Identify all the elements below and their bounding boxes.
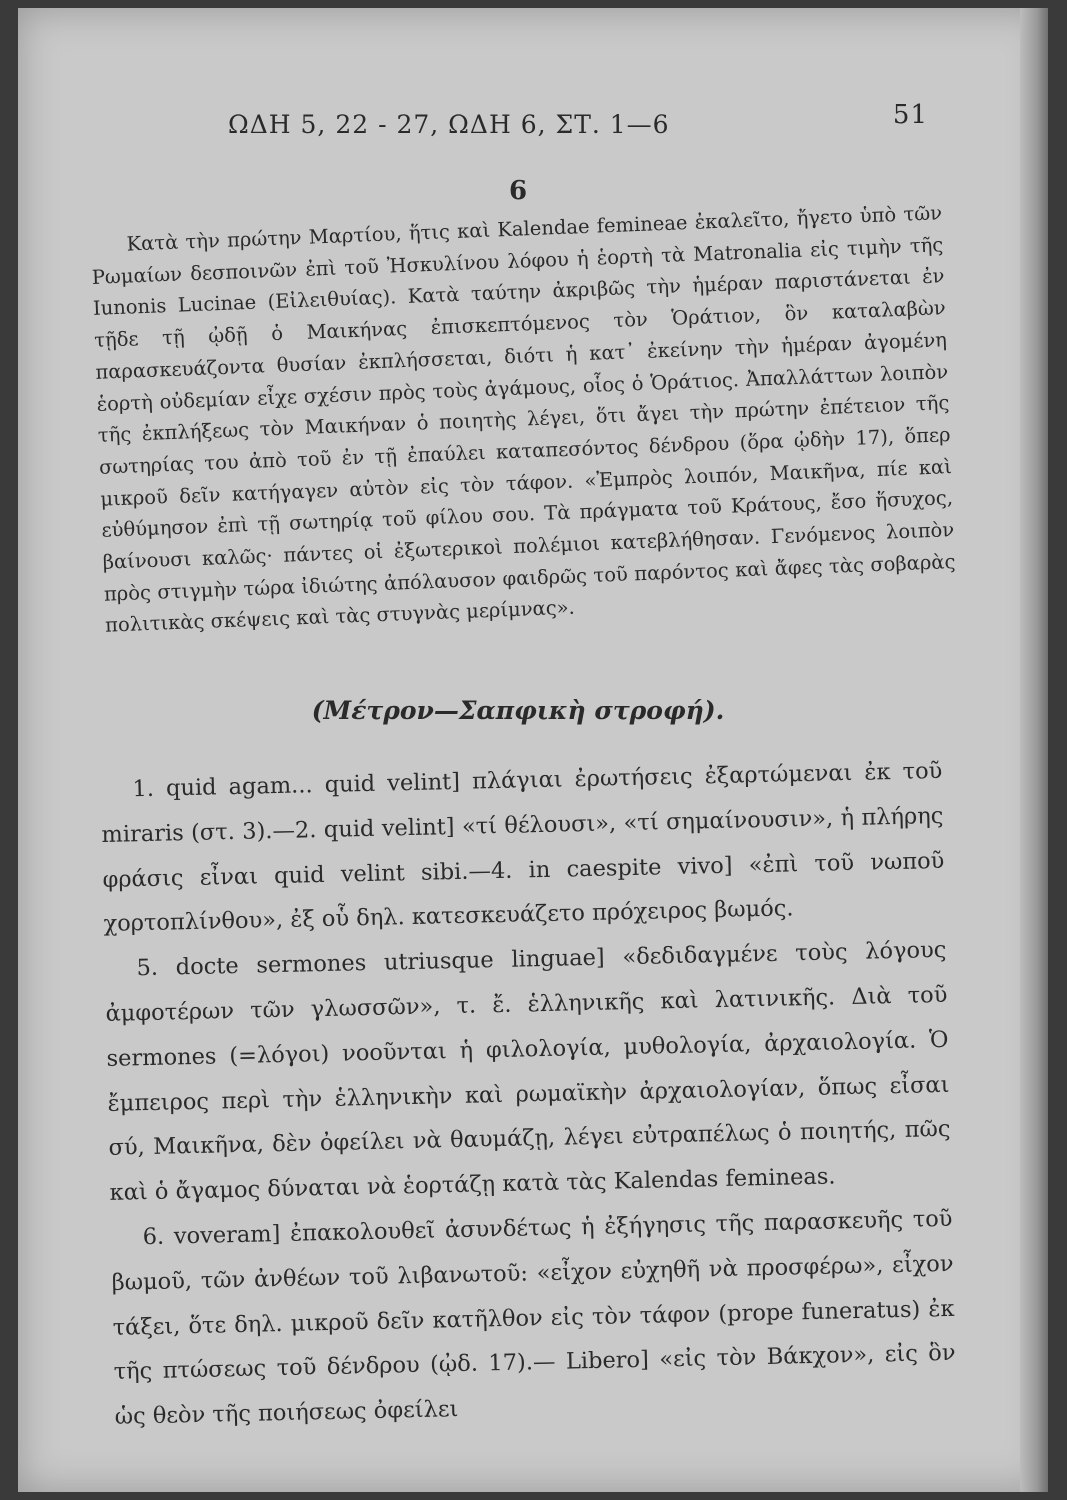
note-6: 6. voveram] ἐπακολουθεῖ ἀσυνδέτως ἡ ἐξήγησις τῆς παρασκευῆς τοῦ βωμοῦ, τῶν ἀνθέων τοῦ λιβανωτοῦ: «εἶχον εὐχηθῆ νὰ προσφέρω», εἶχον τάξει, ὅτε δηλ. μικροῦ δεῖν κατῆλθον εἰς τὸν τάφον (prope funeratus) ἐκ τῆς πτώσεως τοῦ δένδρου (ᾠδ. 17).— Libero] «εἰς τὸν Βάκχον», εἰς ὃν ὡς θεὸν τῆς ποιήσεως ὀφείλει	[111, 1205, 956, 1430]
note-1-4: 1. quid agam... quid velint] πλάγιαι ἐρωτήσεις ἐξαρτώμεναι ἐκ τοῦ miraris (στ. 3).—2. quid velint] «τί θέλουσι», «τί σημαίνουσιν», ἡ πλήρης φράσις εἶναι quid velint sibi.—4. in caespite vivo] «ἐπὶ τοῦ νωποῦ χορτοπλίνθου», ἐξ οὗ δηλ. κατεσκευάζετο πρόχειρος βωμός.	[101, 757, 945, 938]
page-edge	[1020, 8, 1048, 1492]
book-page	[18, 8, 1048, 1492]
intro-paragraph	[90, 197, 957, 642]
page-header	[228, 100, 928, 140]
intro-text: Κατὰ τὴν πρώτην Μαρτίου, ἥτις καὶ Kalendae femineae ἐκαλεῖτο, ἤγετο ὑπὸ τῶν Ρωμαίων δεσποινῶν ἐπὶ τοῦ Ἠσκυλίνου λόφου ἡ ἑορτὴ τὰ Matronalia εἰς τιμὴν τῆς Iunonis Lucinae (Εἰλειθυίας). Κατὰ ταύτην ἀκριβῶς τὴν ἡμέραν παριστάνεται ἐν τῇδε τῇ ᾠδῇ ὁ Μαικήνας ἐπισκεπτόμενος τὸν Ὁράτιον, ὃν καταλαβὼν παρασκευάζοντα θυσίαν ἐκπλήσσεται, διότι ἡ κατ᾽ ἐκείνην τὴν ἡμέραν ἀγομένη ἑορτὴ οὐδεμίαν εἶχε σχέσιν πρὸς τοὺς ἀγάμους, οἷος ὁ Ὁράτιος. Ἀπαλλάττων λοιπὸν τῆς ἐκπλήξεως τὸν Μαικήναν ὁ ποιητὴς λέγει, ὅτι ἄγει τὴν πρώτην ἐπέτειον τῆς σωτηρίας του ἀπὸ τοῦ ἐν τῇ ἐπαύλει καταπεσόντος δένδρου (ὅρα ᾠδὴν 17), ὅπερ μικροῦ δεῖν κατήγαγεν αὐτὸν εἰς τὸν τάφον. «Ἐμπρὸς λοιπόν, Μαικῆνα, πίε καὶ εὐθύμησον ἐπὶ τῇ σωτηρίᾳ τοῦ φίλου σου. Τὰ πράγματα τοῦ Κράτους, ἔσο ἥσυχος, βαίνουσι καλῶς· πάντες οἱ ἐξωτερικοὶ πολέμιοι κατεβλήθησαν. Γενόμενος λοιπὸν πρὸς στιγμὴν τώρα ἰδιώτης ἀπόλαυσον φαιδρῶς τοῦ παρόντος καὶ ἄφες τὰς σοβαρὰς πολιτικὰς σκέψεις καὶ τὰς στυγνὰς μερίμνας».	[91, 201, 956, 638]
section-number: 6	[508, 176, 528, 206]
note-5: 5. docte sermones utriusque linguae] «δεδιδαγμένε τοὺς λόγους ἀμφοτέρων τῶν γλωσσῶν», τ. ἔ. ἑλληνικῆς καὶ λατινικῆς. Διὰ τοῦ sermones (=λόγοι) νοοῦνται ἡ φιλολογία, μυθολογία, ἀρχαιολογία. Ὁ ἔμπειρος περὶ τὴν ἑλληνικὴν καὶ ρωμαϊκὴν ἀρχαιολογίαν, ὅπως εἶσαι σύ, Μαικῆνα, δὲν ὀφείλει νὰ θαυμάζῃ, λέγει εὐτραπέλως ὁ ποιητής, πῶς καὶ ὁ ἄγαμος δύναται νὰ ἑορτάζῃ κατὰ τὰς Kalendas femineas.	[105, 937, 951, 1207]
running-head: ΩΔΗ 5, 22 - 27, ΩΔΗ 6, ΣΤ. 1—6	[228, 110, 670, 139]
commentary-notes	[100, 749, 957, 1440]
meter-heading: (Μέτρον—Σαπφικὴ στροφή).	[311, 696, 725, 725]
page-number: 51	[892, 100, 928, 130]
